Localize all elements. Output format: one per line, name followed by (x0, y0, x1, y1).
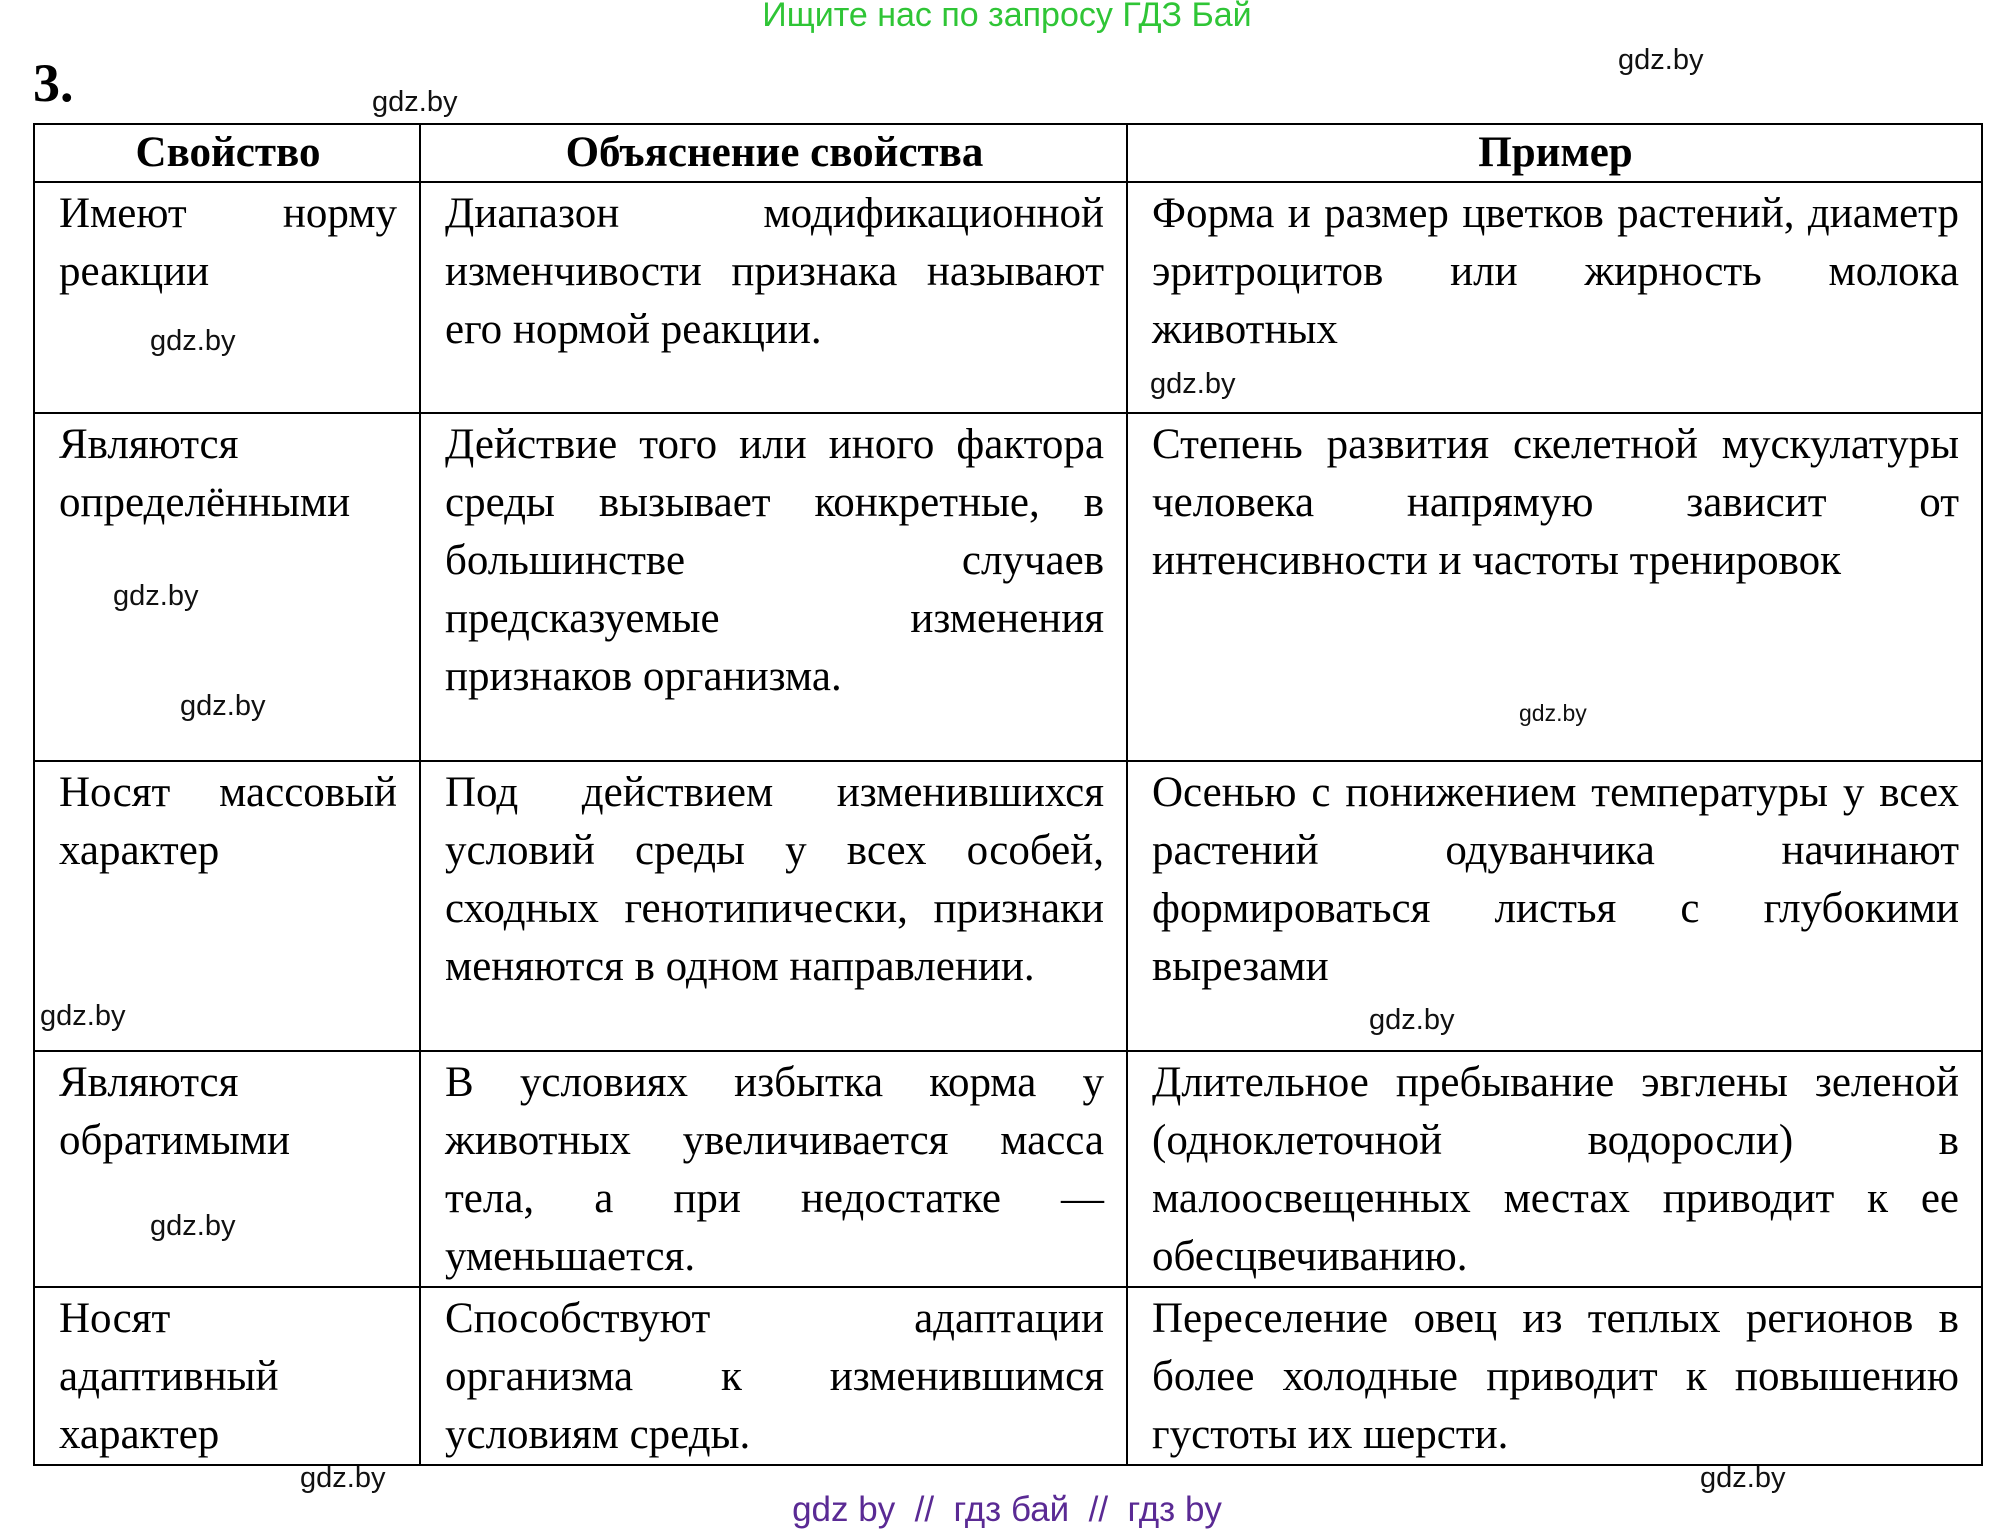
cell-example: Переселение овец из теплых регионов в более холодные приводит к повышению густоты их шерсти. (1127, 1287, 1982, 1465)
watermark: gdz.by (40, 1000, 126, 1032)
search-banner: Ищите нас по запросу ГДЗ Бай (762, 0, 1252, 34)
watermark: gdz.by (372, 86, 458, 118)
cell-explanation: В условиях избытка корма у животных увеличивается масса тела, а при недостатке — уменьшается. (420, 1051, 1127, 1287)
watermark: gdz.by (150, 325, 236, 357)
table-row (34, 413, 1982, 761)
cell-example: Осенью с понижением температуры у всех растений одуванчика начинают формироваться листья с глубокими вырезами (1127, 761, 1982, 1051)
table-row (34, 1287, 1982, 1465)
header-example: Пример (1127, 124, 1982, 182)
cell-property: Являются обратимыми (34, 1051, 420, 1287)
table-row (34, 1051, 1982, 1287)
watermark: gdz.by (1369, 1004, 1455, 1036)
header-explanation: Объяснение свойства (420, 124, 1127, 182)
table-row (34, 761, 1982, 1051)
properties-table (33, 123, 1983, 1466)
table-header-row (34, 124, 1982, 182)
watermark: gdz.by (180, 690, 266, 722)
watermark: gdz.by (1519, 700, 1587, 726)
watermark: gdz.by (1618, 44, 1704, 76)
cell-example: Длительное пребывание эвглены зеленой (одноклеточной водоросли) в малоосвещенных местах приводит к ее обесцвечиванию. (1127, 1051, 1982, 1287)
watermark: gdz.by (1150, 368, 1236, 400)
cell-explanation: Под действием изменившихся условий среды у всех особей, сходных генотипически, признаки меняются в одном направлении. (420, 761, 1127, 1051)
watermark: gdz.by (1700, 1462, 1786, 1494)
watermark: gdz.by (300, 1462, 386, 1494)
header-property: Свойство (34, 124, 420, 182)
cell-property: Являются определёнными (34, 413, 420, 761)
cell-property: Носят адаптивный характер (34, 1287, 420, 1465)
watermark: gdz.by (113, 580, 199, 612)
cell-example: Форма и размер цветков растений, диаметр эритроцитов или жирность молока животных (1127, 182, 1982, 413)
cell-example: Степень развития скелетной мускулатуры человека напрямую зависит от интенсивности и частоты тренировок (1127, 413, 1982, 761)
cell-explanation: Диапазон модификационной изменчивости признака называют его нормой реакции. (420, 182, 1127, 413)
cell-explanation: Способствуют адаптации организма к изменившимся условиям среды. (420, 1287, 1127, 1465)
cell-property: Имеют норму реакции (34, 182, 420, 413)
cell-explanation: Действие того или иного фактора среды вызывает конкретные, в большинстве случаев предсказуемые изменения признаков организма. (420, 413, 1127, 761)
table-row (34, 182, 1982, 413)
task-number: 3. (33, 53, 74, 113)
cell-property: Носят массовый характер (34, 761, 420, 1051)
watermark: gdz.by (150, 1210, 236, 1242)
footer-links: gdz by // гдз бай // гдз by (792, 1490, 1222, 1529)
